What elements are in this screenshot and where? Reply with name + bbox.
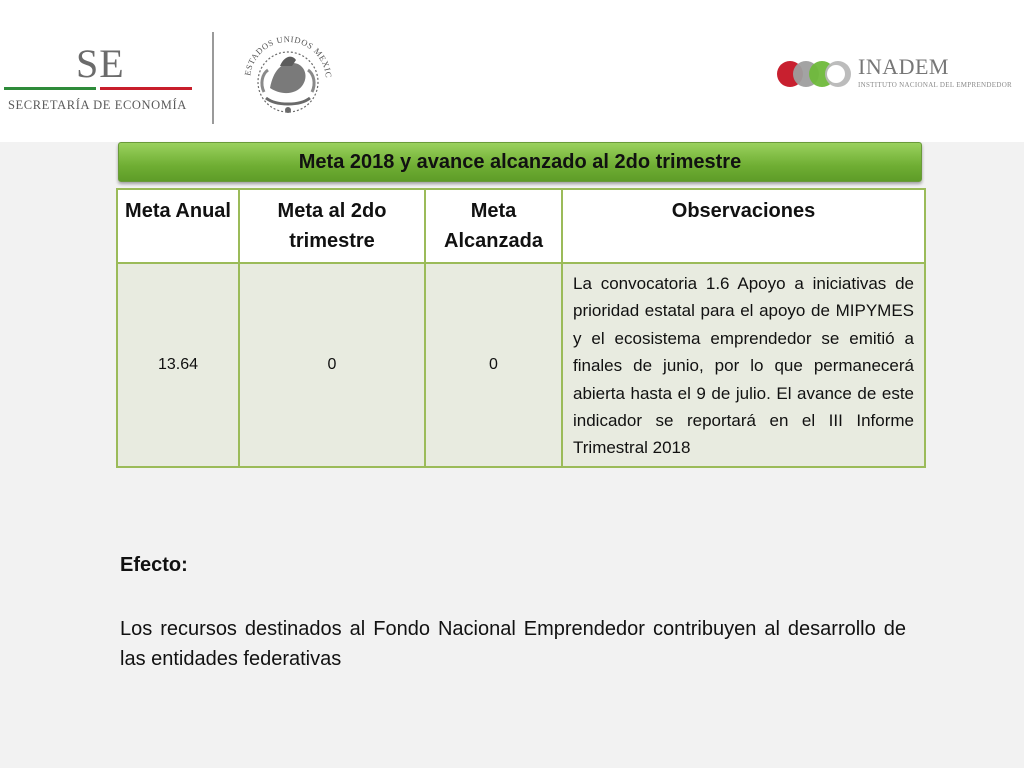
efecto-text: Los recursos destinados al Fondo Nacional Emprendedor contribuyen al desarrollo de las entidades federativas [120,618,906,670]
inadem-circles-icon [776,58,856,90]
se-logo-caption: SECRETARÍA DE ECONOMÍA [8,98,187,112]
table-row [117,263,925,467]
inadem-subtitle: INSTITUTO NACIONAL DEL EMPRENDEDOR [858,81,1013,89]
se-logo-letters: SE [76,41,125,86]
header-observaciones: Observaciones [562,189,925,263]
cell-meta-2do-trimestre: 0 [239,263,425,467]
cell-observaciones: La convocatoria 1.6 Apoyo a iniciativas de prioridad estatal para el apoyo de MIPYMES y el ecosistema emprendedor se emitió a finales de junio, por lo que permanecerá abierta hasta el 9 de julio. El avance de este indicador se reportará en el III Informe Trimestral 2018 [562,263,925,467]
header-meta-alcanzada: Meta Alcanzada [425,189,562,263]
inadem-name: INADEM [858,54,949,79]
seal-text: ESTADOS UNIDOS MEXIC [242,33,335,79]
inadem-logo [776,54,1013,94]
slide-title-bar: Meta 2018 y avance alcanzado al 2do trimestre [118,142,922,182]
slide-header [0,0,1024,142]
se-logo [4,40,200,118]
cell-meta-alcanzada: 0 [425,263,562,467]
header-meta-2do-trimestre: Meta al 2do trimestre [239,189,425,263]
goals-table [116,188,926,468]
mexican-coat-of-arms-icon [236,26,340,124]
efecto-heading: Efecto: [120,554,188,576]
se-logo-green-line [4,87,96,90]
se-logo-red-line [100,87,192,90]
header-meta-anual: Meta Anual [117,189,239,263]
cell-meta-anual: 13.64 [117,263,239,467]
logo-divider [212,32,214,124]
table-header-row [117,189,925,263]
